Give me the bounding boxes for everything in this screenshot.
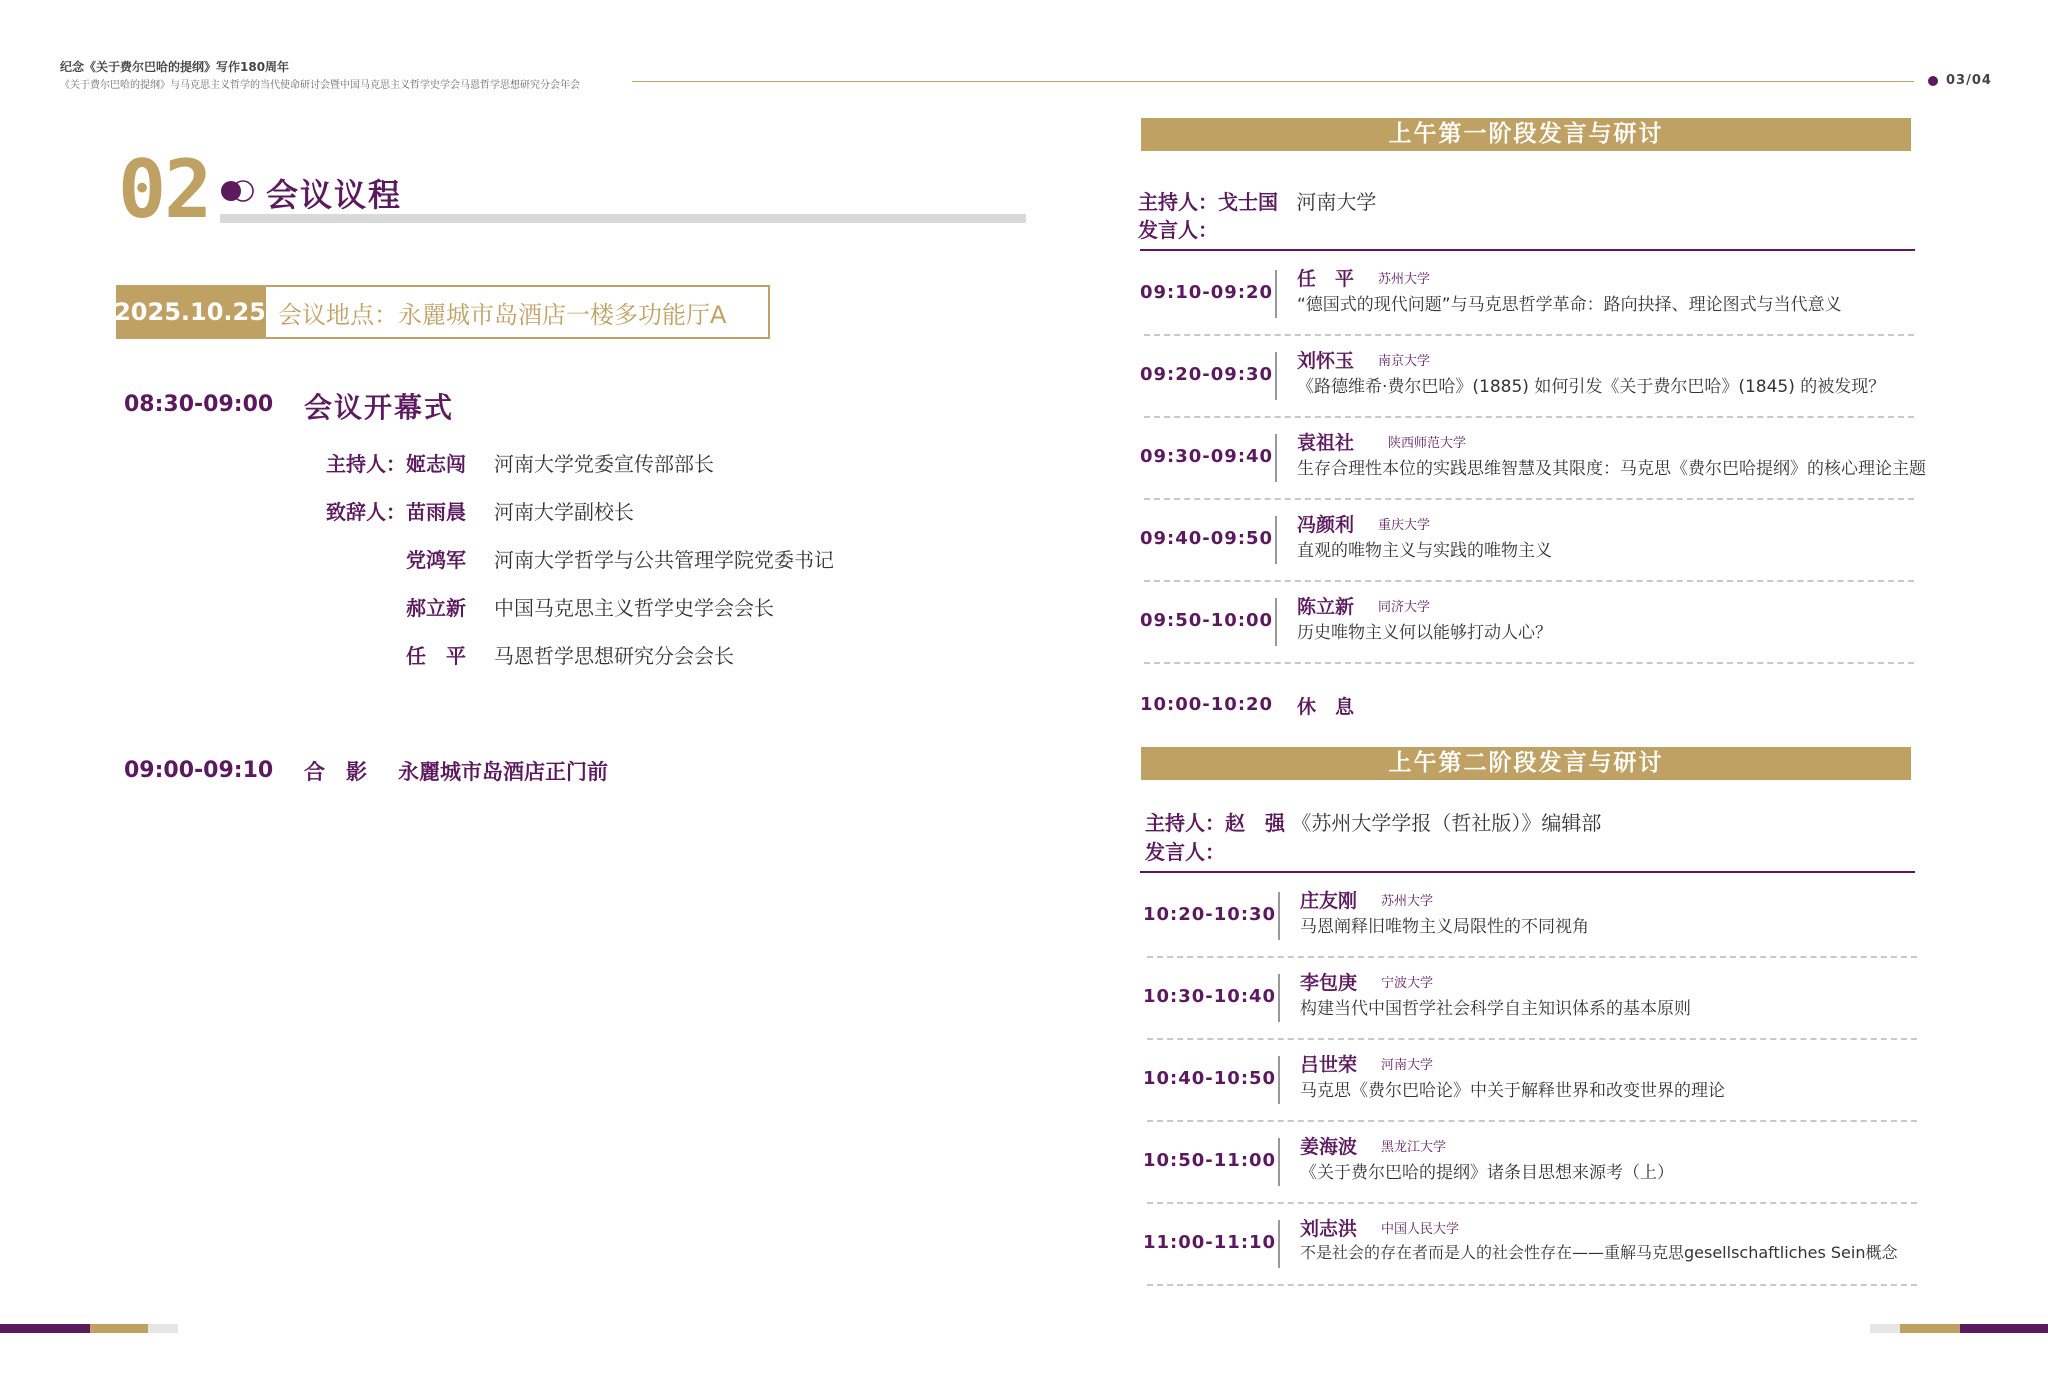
opening-desc: 中国马克思主义哲学史学会会长 <box>494 596 774 620</box>
talk-row: 09:40-09:50 冯颜利 重庆大学 直观的唯物主义与实践的唯物主义 <box>1140 500 1915 582</box>
venue-box: 会议地点：永麗城市岛酒店一楼多功能厅A <box>264 285 770 339</box>
talk-row: 10:20-10:30 庄友刚 苏州大学 马恩阐释旧唯物主义局限性的不同视角 <box>1143 876 1918 958</box>
session2-host-org: 《苏州大学学报（哲社版）》编辑部 <box>1291 811 1602 835</box>
session2-host <box>1145 807 1601 836</box>
opening-desc: 河南大学副校长 <box>494 500 634 524</box>
photo-time: 09:00-09:10 <box>124 758 274 783</box>
header-subtitle: 《关于费尔巴哈的提纲》与马克思主义哲学的当代使命研讨会暨中国马克思主义哲学史学会马恩哲学思想研究分会年会 <box>60 80 580 91</box>
opening-role: 主持人：姬志闯 <box>326 452 466 476</box>
section-underline <box>220 214 1026 223</box>
talk-row: 09:50-10:00 陈立新 同济大学 历史唯物主义何以能够打动人心？ <box>1140 582 1915 664</box>
section-number: 02 <box>118 143 211 236</box>
page-number: 03/04 <box>1946 73 1992 88</box>
date-badge: 2025.10.25 <box>116 285 264 339</box>
opening-role: 郝立新 <box>406 596 466 620</box>
opening-desc: 河南大学哲学与公共管理学院党委书记 <box>494 548 834 572</box>
session1-banner: 上午第一阶段发言与研讨 <box>1141 118 1911 151</box>
footer-bar-left-purple <box>0 1324 90 1333</box>
session1-divider <box>1140 249 1915 251</box>
session1-host-org: 河南大学 <box>1296 190 1377 214</box>
photo-label: 合 影 <box>304 760 367 784</box>
talk-row: 09:20-09:30 刘怀玉 南京大学 《路德维希·费尔巴哈》(1885) 如何引发《关于费尔巴哈》(1845) 的被发现？ <box>1140 336 1915 418</box>
opening-desc: 河南大学党委宣传部部长 <box>494 452 714 476</box>
opening-time: 08:30-09:00 <box>124 392 274 417</box>
opening-role: 党鸿军 <box>406 548 466 572</box>
talk-row: 10:50-11:00 姜海波 黑龙江大学 《关于费尔巴哈的提纲》诸条目思想来源考（上） <box>1143 1122 1918 1204</box>
talk-row: 10:40-10:50 吕世荣 河南大学 马克思《费尔巴哈论》中关于解释世界和改变世界的理论 <box>1143 1040 1918 1122</box>
break-time: 10:00-10:20 <box>1140 694 1274 715</box>
photo-place: 永麗城市岛酒店正门前 <box>398 760 608 784</box>
footer-bar-right-grey <box>1870 1324 1900 1333</box>
session2-host-name: 主持人：赵 强 <box>1145 811 1285 835</box>
session2-divider <box>1140 871 1915 873</box>
page-dot-icon <box>1928 76 1938 86</box>
break-label: 休 息 <box>1297 696 1355 718</box>
footer-bar-left-grey <box>148 1324 178 1333</box>
opening-role: 任 平 <box>406 644 466 668</box>
opening-role: 致辞人：苗雨晨 <box>326 500 466 524</box>
talk-row: 09:30-09:40 袁祖社 陕西师范大学 生存合理性本位的实践思维智慧及其限度：马克思《费尔巴哈提纲》的核心理论主题 <box>1140 418 1915 500</box>
section-title: 会议议程 <box>266 176 403 214</box>
footer-bar-right-gold <box>1900 1324 1960 1333</box>
header-title: 纪念《关于费尔巴哈的提纲》写作180周年 <box>60 60 290 74</box>
header-divider <box>632 81 1914 82</box>
footer-bar-right-purple <box>1960 1324 2048 1333</box>
session1-speakers-label: 发言人： <box>1138 218 1218 242</box>
session2-banner: 上午第二阶段发言与研讨 <box>1141 747 1911 780</box>
talk-row: 10:30-10:40 李包庚 宁波大学 构建当代中国哲学社会科学自主知识体系的基本原则 <box>1143 958 1918 1040</box>
footer-bar-left-gold <box>90 1324 148 1333</box>
session2-speakers-label: 发言人： <box>1145 840 1225 864</box>
opening-title: 会议开幕式 <box>304 391 455 424</box>
talk-row: 11:00-11:10 刘志洪 中国人民大学 不是社会的存在者而是人的社会性存在——重解马克思gesellschaftliches Sein概念 <box>1143 1204 1918 1286</box>
opening-desc: 马恩哲学思想研究分会会长 <box>494 644 734 668</box>
talk-row: 09:10-09:20 任 平 苏州大学 “德国式的现代问题”与马克思哲学革命：路向抉择、理论图式与当代意义 <box>1140 254 1915 336</box>
double-circle-icon <box>220 180 256 202</box>
session1-host-name: 主持人：戈士国 <box>1138 190 1278 214</box>
session1-host <box>1138 186 1376 215</box>
